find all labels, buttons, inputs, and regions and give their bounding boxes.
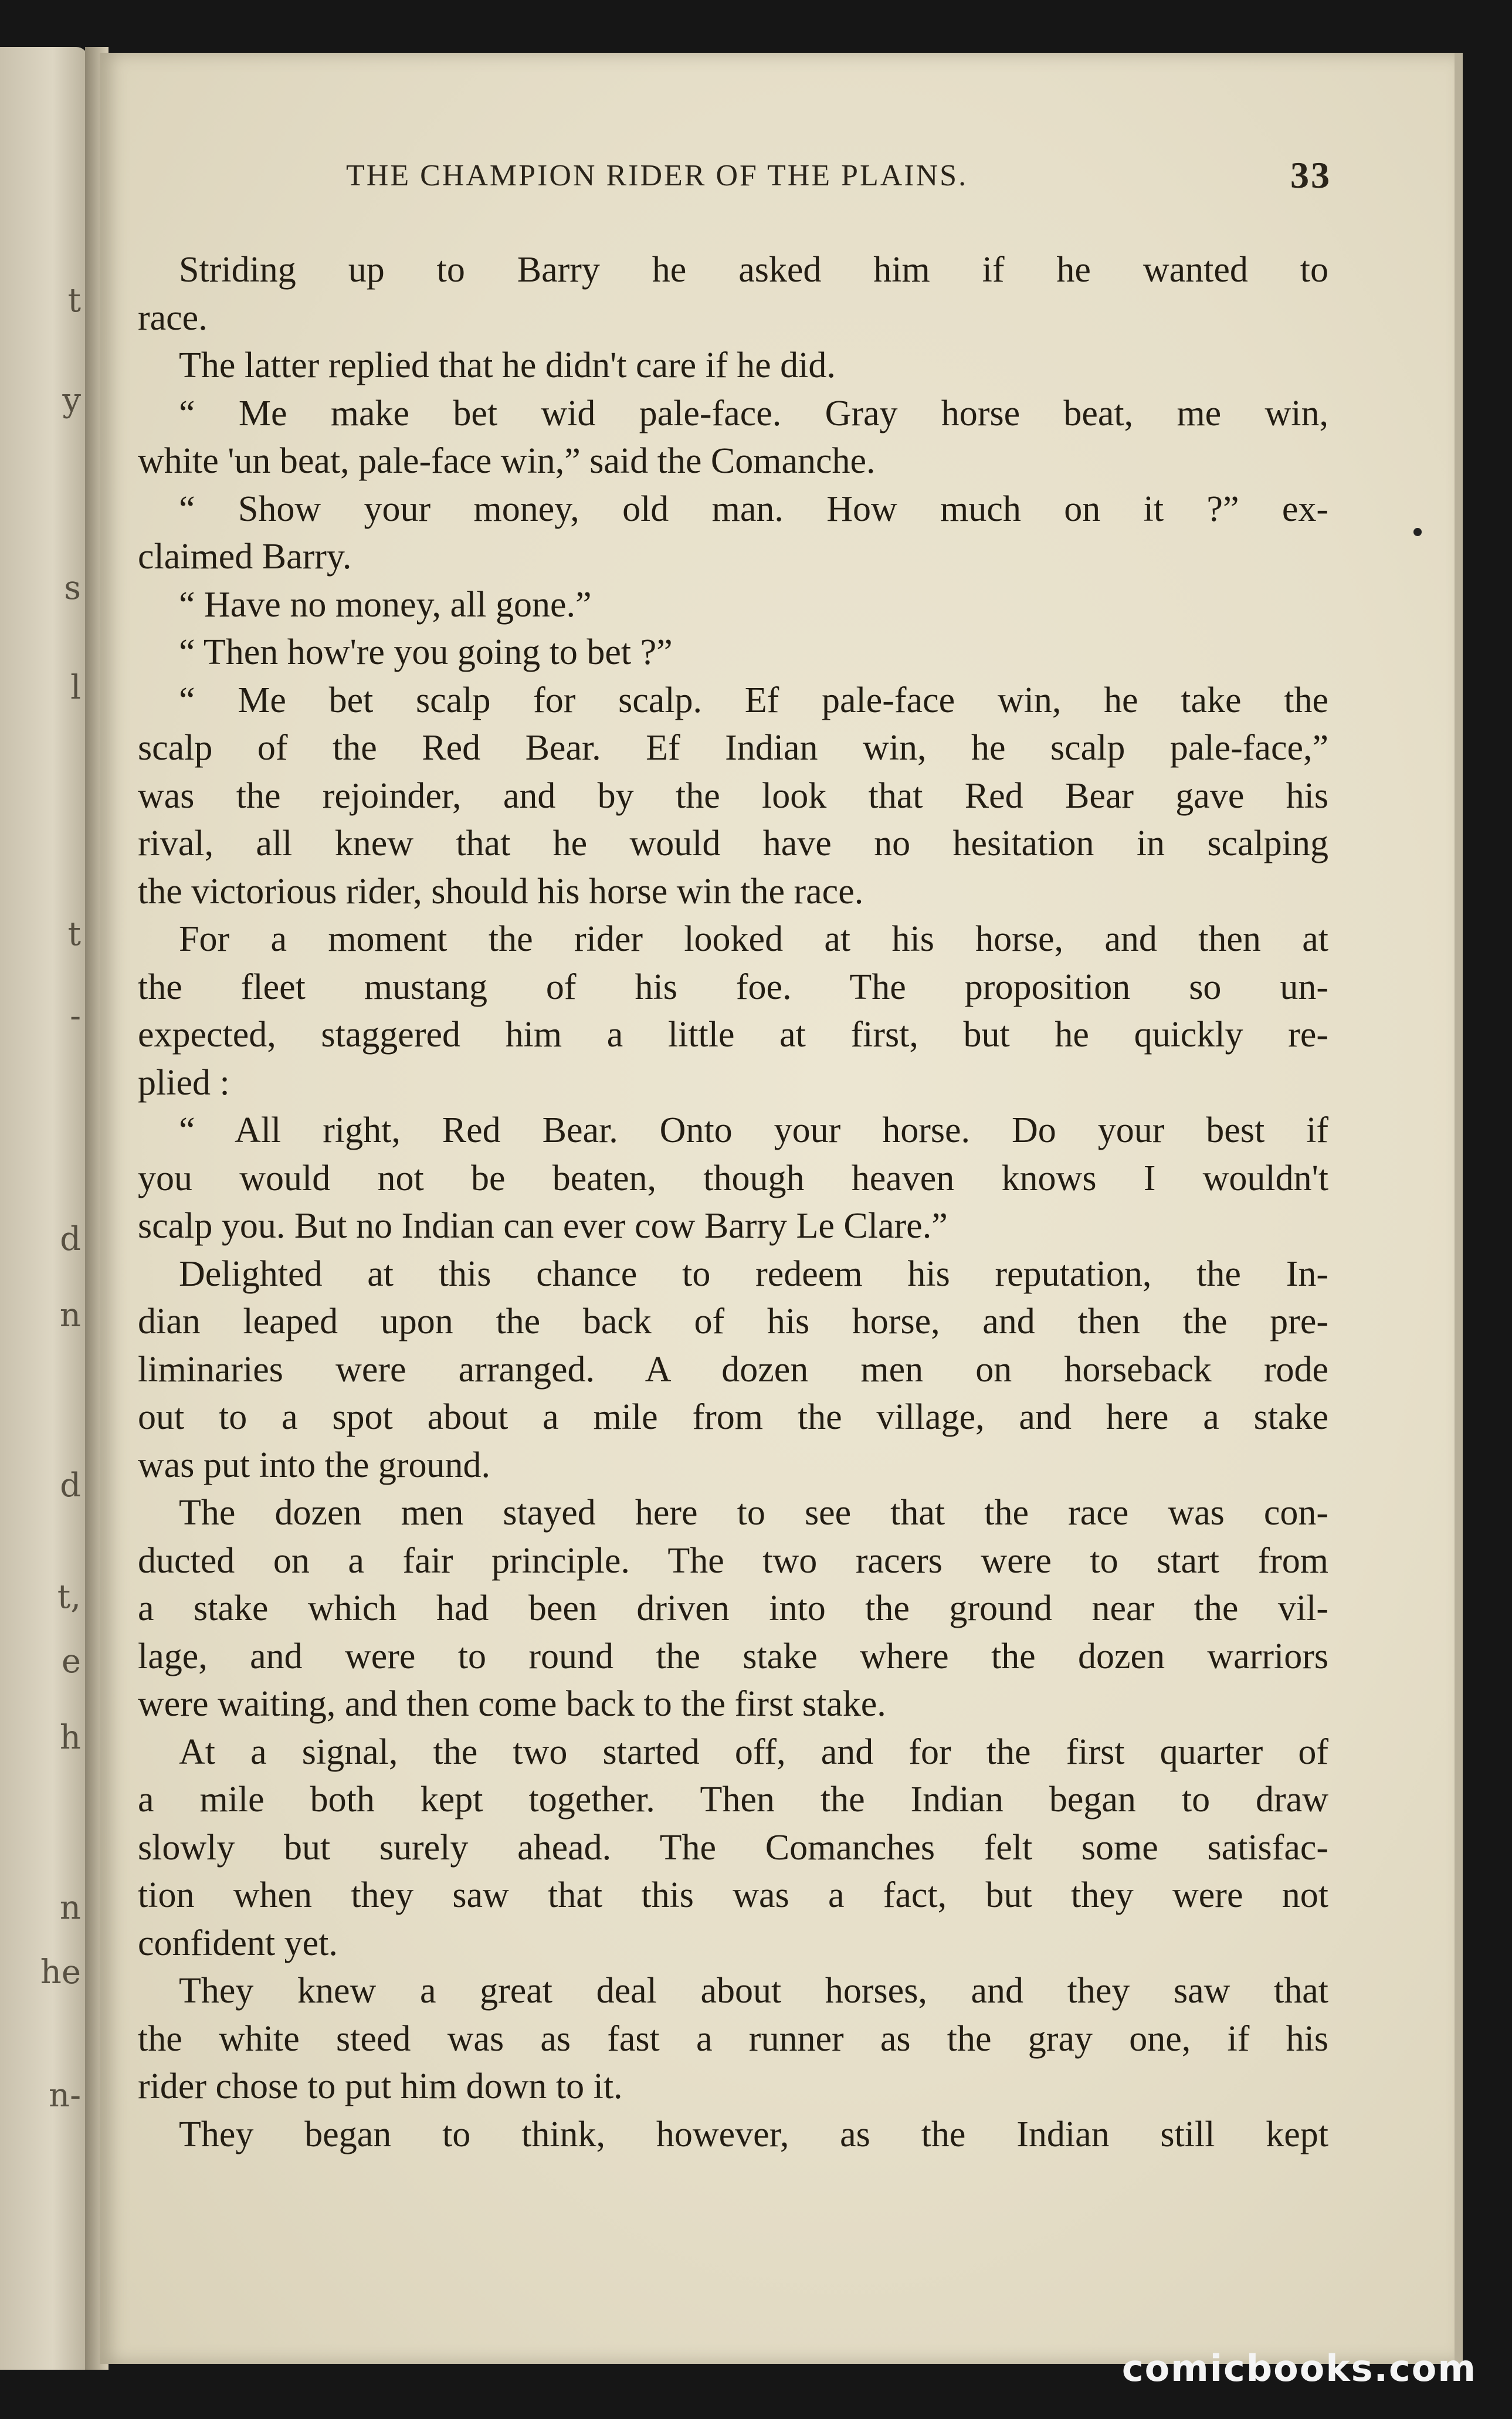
text-line: “ Me bet scalp for scalp. Ef pale-face win, he take the bbox=[179, 680, 1328, 720]
text-line: was the rejoinder, and by the look that Red Bear gave his bbox=[138, 775, 1328, 816]
text-line: At a signal, the two started off, and for the first quarter of bbox=[179, 1732, 1328, 1772]
text-line: a mile both kept together. Then the Indian began to draw bbox=[138, 1780, 1328, 1820]
left-page-fragment: t bbox=[67, 915, 81, 953]
watermark: comicbooks.com bbox=[1121, 2347, 1477, 2390]
text-line: expected, staggered him a little at first, but he quickly re- bbox=[138, 1015, 1328, 1055]
left-page-fragment: n- bbox=[49, 2076, 81, 2115]
text-line: Striding up to Barry he asked him if he wanted to bbox=[179, 250, 1328, 290]
book-page bbox=[100, 53, 1463, 2364]
text-line: confident yet. bbox=[138, 1923, 338, 1963]
text-line: was put into the ground. bbox=[138, 1445, 490, 1485]
left-page-fragment: e bbox=[61, 1642, 81, 1681]
text-line: “ Show your money, old man. How much on it ?” ex- bbox=[179, 489, 1328, 529]
text-line: slowly but surely ahead. The Comanches felt some satisfac- bbox=[138, 1827, 1328, 1868]
left-page-fragment: n bbox=[59, 1296, 81, 1334]
text-line: you would not be beaten, though heaven knows I wouldn't bbox=[138, 1158, 1328, 1198]
text-line: claimed Barry. bbox=[138, 537, 352, 577]
text-line: dian leaped upon the back of his horse, and then the pre- bbox=[138, 1302, 1328, 1341]
text-line: For a moment the rider looked at his horse, and then at bbox=[179, 919, 1328, 959]
text-line: The latter replied that he didn't care if he did. bbox=[179, 345, 836, 385]
running-head-title: THE CHAMPION RIDER OF THE PLAINS. bbox=[346, 159, 968, 192]
page-number: 33 bbox=[1290, 154, 1331, 196]
left-page-fragment: l bbox=[70, 669, 81, 707]
text-line: plied : bbox=[138, 1062, 230, 1103]
text-line: The dozen men stayed here to see that the race was con- bbox=[179, 1493, 1328, 1533]
left-page-fragment: h bbox=[59, 1719, 81, 1757]
running-head bbox=[346, 154, 1331, 205]
text-line: the white steed was as fast a runner as the gray one, if his bbox=[138, 2018, 1328, 2059]
text-line: lage, and were to round the stake where the dozen warriors bbox=[138, 1636, 1328, 1676]
text-line: They began to think, however, as the Indian still kept bbox=[179, 2114, 1328, 2154]
left-page-fragment: s bbox=[64, 569, 81, 607]
left-page-fragment: d bbox=[60, 1220, 81, 1258]
body-text bbox=[138, 246, 1328, 2159]
left-page-fragment: he bbox=[40, 1953, 81, 1991]
text-line: race. bbox=[138, 297, 208, 338]
text-line: “ Have no money, all gone.” bbox=[179, 584, 592, 625]
text-line: a stake which had been driven into the ground near the vil- bbox=[138, 1588, 1328, 1628]
text-line: tion when they saw that this was a fact, but they were not bbox=[138, 1875, 1328, 1915]
left-page-fragment: y bbox=[62, 381, 81, 419]
left-page-fragment: d bbox=[60, 1466, 81, 1505]
text-line: liminaries were arranged. A dozen men on horseback rode bbox=[138, 1349, 1328, 1390]
ink-spot bbox=[1413, 528, 1422, 536]
left-page-fragment: t bbox=[67, 282, 81, 320]
text-line: the fleet mustang of his foe. The proposition so un- bbox=[138, 967, 1328, 1007]
text-line: scalp you. But no Indian can ever cow Barry Le Clare.” bbox=[138, 1206, 948, 1246]
text-line: white 'un beat, pale-face win,” said the Comanche. bbox=[138, 441, 876, 481]
left-page-fragment: n bbox=[59, 1889, 81, 1927]
text-line: Delighted at this chance to redeem his reputation, the In- bbox=[179, 1253, 1328, 1294]
text-line: were waiting, and then come back to the first stake. bbox=[138, 1684, 886, 1724]
left-page-fragment: t, bbox=[57, 1578, 81, 1616]
text-line: out to a spot about a mile from the village, and here a stake bbox=[138, 1397, 1328, 1437]
text-line: They knew a great deal about horses, and they saw that bbox=[179, 1971, 1328, 2011]
text-line: “ All right, Red Bear. Onto your horse. Do your best if bbox=[179, 1110, 1328, 1150]
left-page-fragment: - bbox=[70, 997, 81, 1035]
text-line: the victorious rider, should his horse win the race. bbox=[138, 871, 864, 912]
text-line: rider chose to put him down to it. bbox=[138, 2066, 623, 2106]
left-facing-page bbox=[0, 47, 88, 2370]
text-line: ducted on a fair principle. The two racers were to start from bbox=[138, 1540, 1328, 1581]
text-line: “ Then how're you going to bet ?” bbox=[179, 632, 673, 672]
text-line: scalp of the Red Bear. Ef Indian win, he scalp pale-face,” bbox=[138, 728, 1328, 768]
text-line: “ Me make bet wid pale-face. Gray horse beat, me win, bbox=[179, 393, 1328, 433]
text-line: rival, all knew that he would have no hesitation in scalping bbox=[138, 824, 1328, 863]
